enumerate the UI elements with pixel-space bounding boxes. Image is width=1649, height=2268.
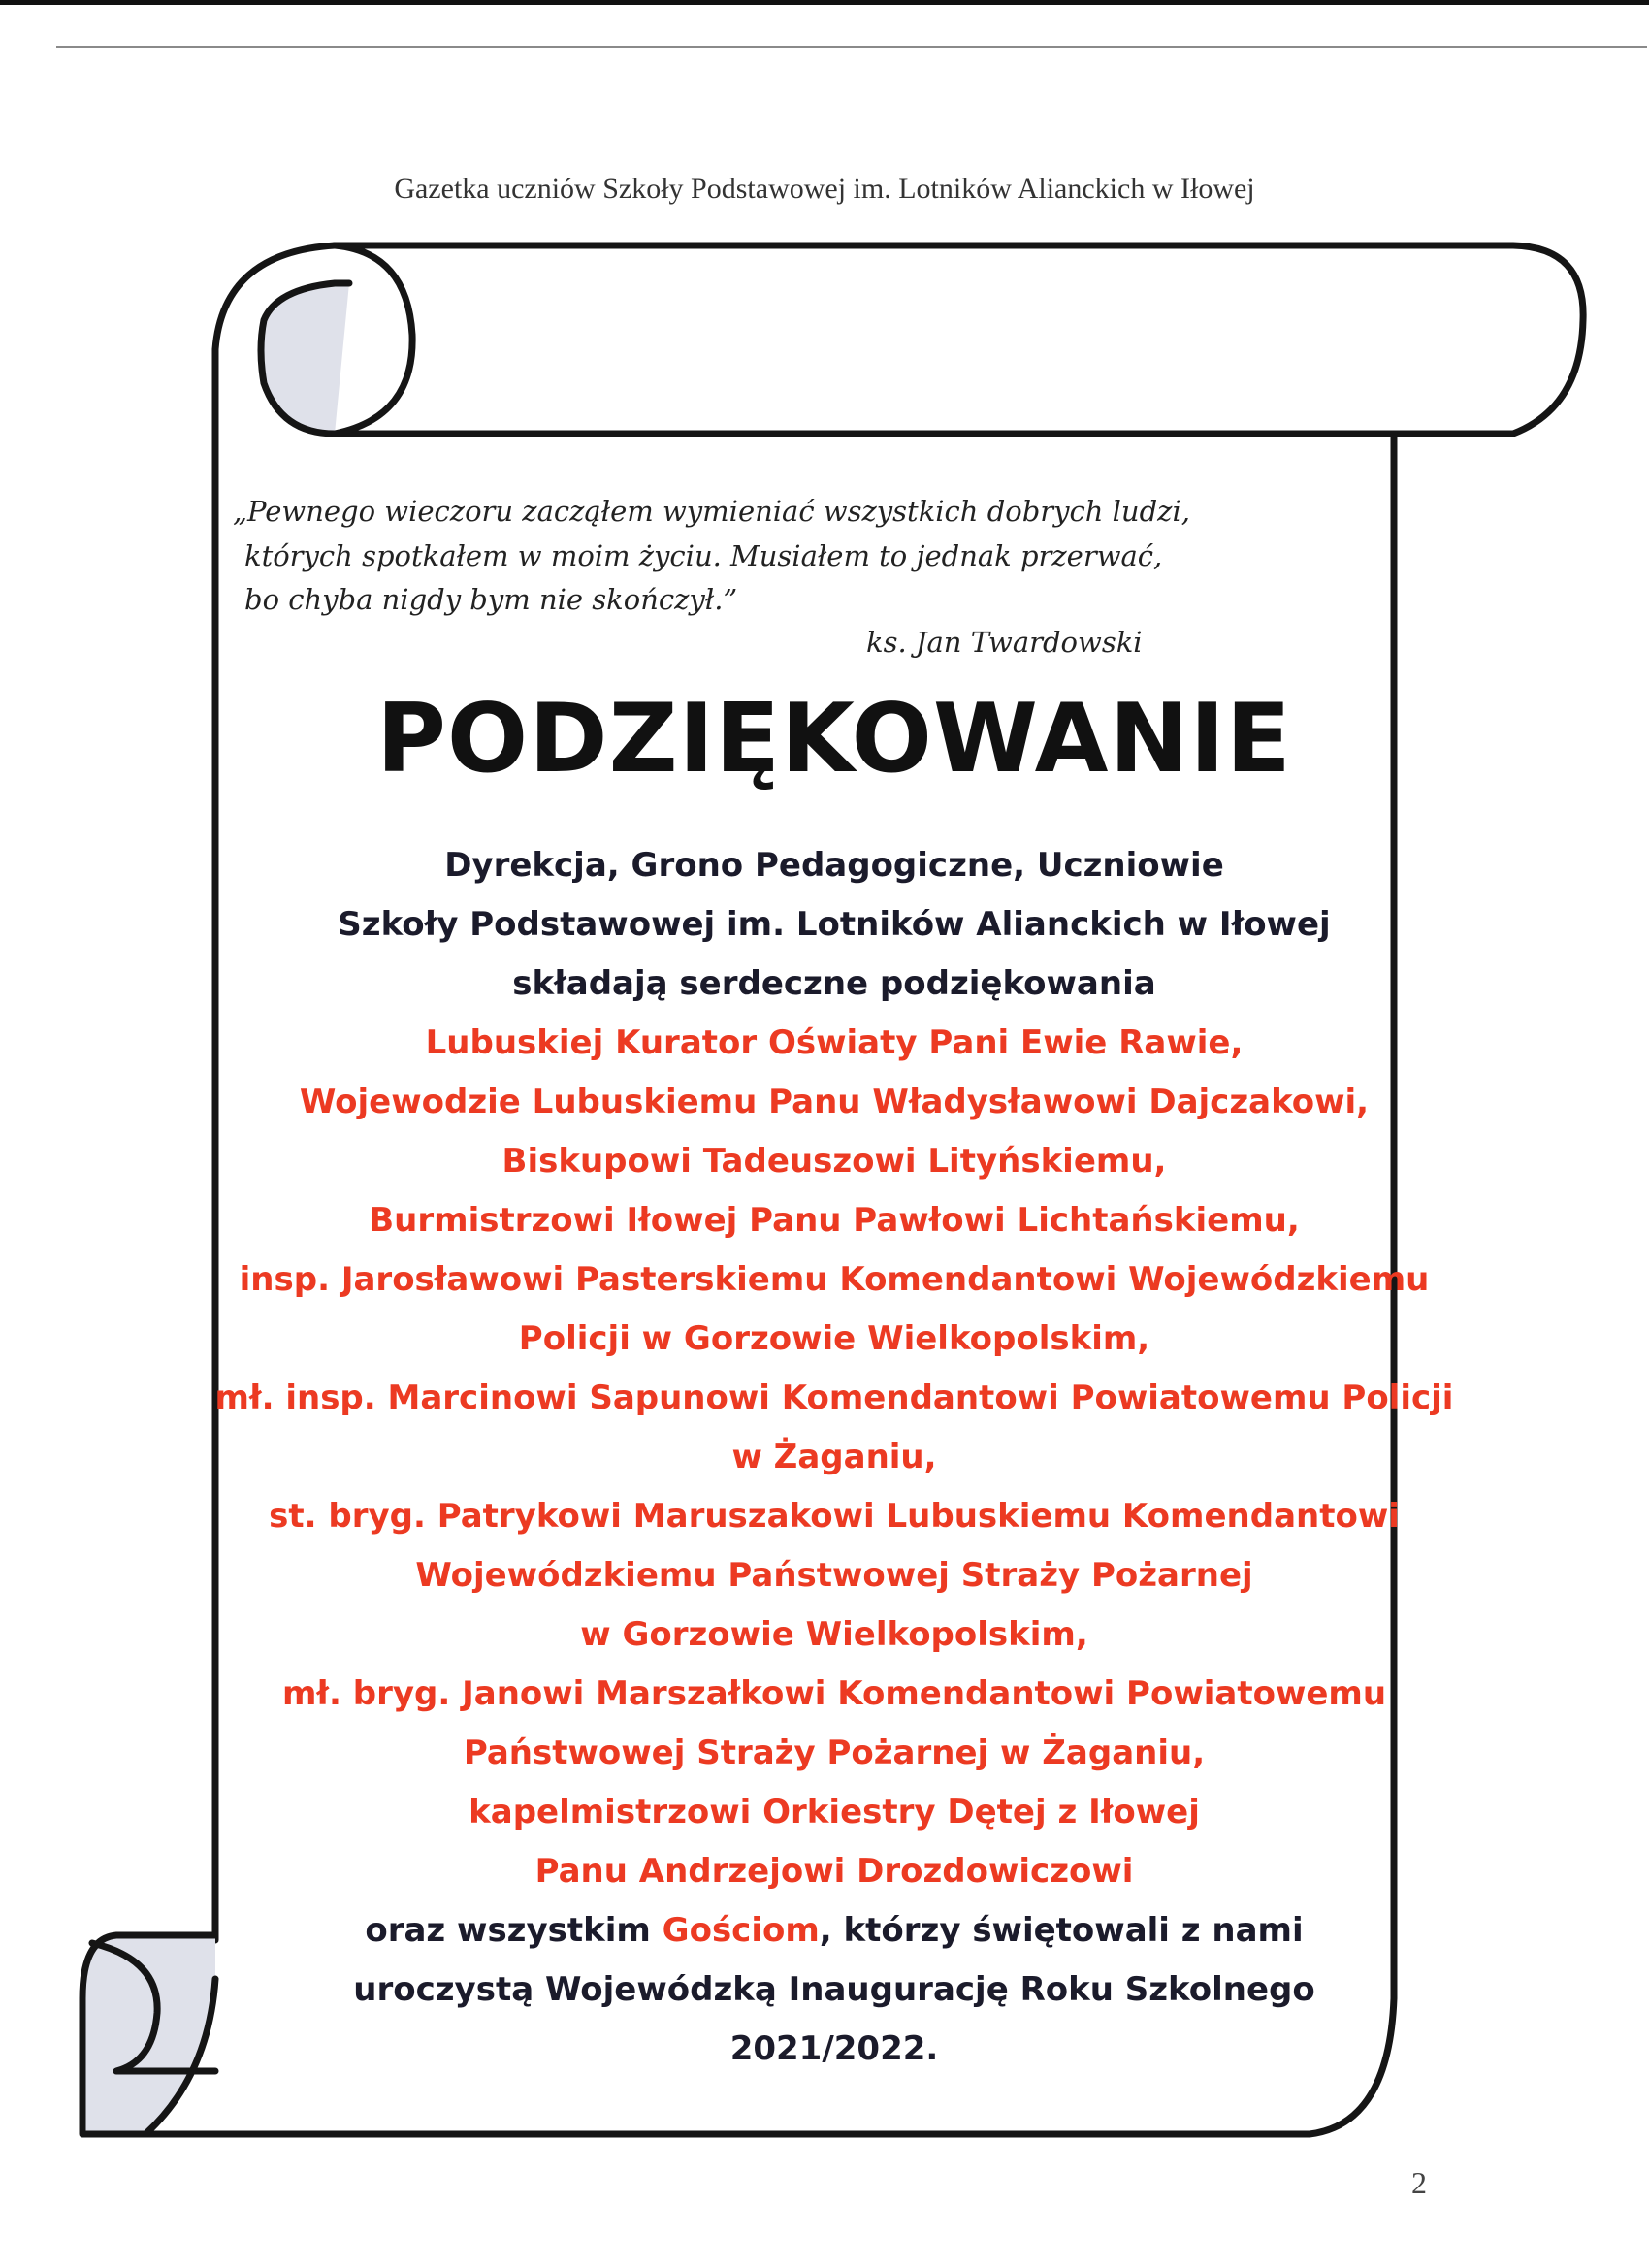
intro-line: Szkoły Podstawowej im. Lotników Alianckich w Iłowej xyxy=(338,905,1331,944)
closing-line: uroczystą Wojewódzką Inaugurację Roku Szkolnego xyxy=(353,1970,1315,2009)
recipient-line: Lubuskiej Kurator Oświaty Pani Ewie Rawie, xyxy=(425,1023,1244,1062)
quote-line: „Pewnego wieczoru zacząłem wymieniać wszystkich dobrych ludzi, xyxy=(233,495,1190,528)
newsletter-header: Gazetka uczniów Szkoły Podstawowej im. Lotników Alianckich w Iłowej xyxy=(394,173,1255,205)
closing-line: 2021/2022. xyxy=(729,2029,939,2068)
closing-post: , którzy świętowali z nami xyxy=(819,1911,1304,1950)
recipient-line: insp. Jarosławowi Pasterskiemu Komendantowi Wojewódzkiemu xyxy=(239,1260,1430,1299)
thanks-body xyxy=(0,836,1649,2079)
recipient-line: kapelmistrzowi Orkiestry Dętej z Iłowej xyxy=(469,1793,1200,1831)
recipient-line: Wojewodzie Lubuskiemu Panu Władysławowi Dajczakowi, xyxy=(299,1083,1370,1121)
top-roll-outline xyxy=(335,245,1583,434)
quote xyxy=(233,490,1190,623)
quote-line: bo chyba nigdy bym nie skończył.” xyxy=(244,583,738,616)
intro-line: składają serdeczne podziękowania xyxy=(512,964,1156,1003)
closing-pre: oraz wszystkim xyxy=(365,1911,663,1950)
quote-line: których spotkałem w moim życiu. Musiałem to jednak przerwać, xyxy=(244,538,1163,572)
recipient-line: Panu Andrzejowi Drozdowiczowi xyxy=(534,1852,1134,1891)
intro-line: Dyrekcja, Grono Pedagogiczne, Uczniowie xyxy=(444,846,1224,885)
recipient-line: Burmistrzowi Iłowej Panu Pawłowi Lichtańskiemu, xyxy=(369,1201,1300,1240)
recipient-line: st. bryg. Patrykowi Maruszakowi Lubuskiemu Komendantowi xyxy=(269,1497,1400,1536)
page-number: 2 xyxy=(1411,2165,1427,2200)
recipient-line: Policji w Gorzowie Wielkopolskim, xyxy=(518,1319,1150,1358)
recipient-line: Wojewódzkiemu Państwowej Straży Pożarnej xyxy=(415,1556,1253,1595)
recipient-line: w Gorzowie Wielkopolskim, xyxy=(580,1615,1088,1654)
recipient-line: Państwowej Straży Pożarnej w Żaganiu, xyxy=(463,1733,1206,1772)
closing-line xyxy=(0,1901,1649,1960)
recipient-line: w Żaganiu, xyxy=(731,1438,937,1476)
recipient-line: Biskupowi Tadeuszowi Lityńskiemu, xyxy=(501,1142,1167,1181)
closing-highlight: Gościom xyxy=(662,1911,820,1950)
quote-author: ks. Jan Twardowski xyxy=(866,626,1143,659)
page-title: PODZIĘKOWANIE xyxy=(376,684,1292,794)
recipient-line: mł. bryg. Janowi Marszałkowi Komendantowi Powiatowemu xyxy=(281,1674,1387,1713)
top-roll-end xyxy=(261,283,349,434)
top-curl xyxy=(335,245,412,434)
recipient-line: mł. insp. Marcinowi Sapunowi Komendantowi Powiatowemu Policji xyxy=(214,1378,1454,1417)
